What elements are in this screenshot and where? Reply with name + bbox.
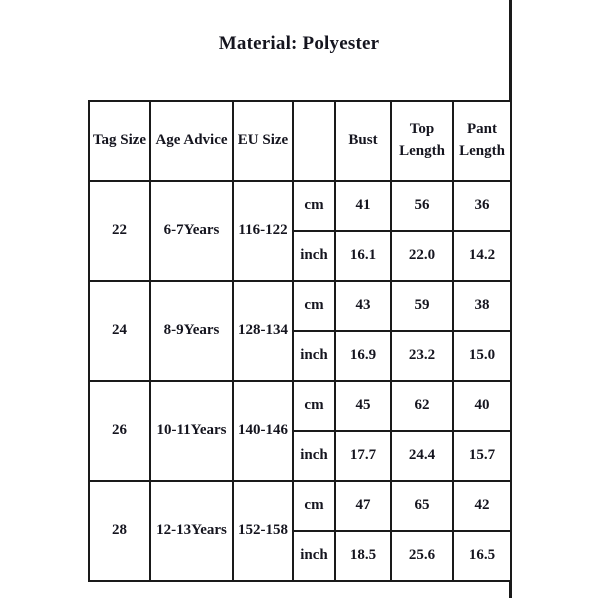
pant-length-inch-cell: 15.0 (453, 331, 511, 381)
pant-length-cm-cell: 42 (453, 481, 511, 531)
material-title: Material: Polyester (218, 33, 380, 54)
eu-size-cell: 116-122 (233, 181, 293, 281)
unit-cell-inch: inch (293, 231, 335, 281)
row-28-cm (89, 481, 511, 531)
bust-inch-cell: 18.5 (335, 531, 391, 581)
size-chart-table (88, 100, 512, 582)
unit-cell-cm: cm (293, 381, 335, 431)
header-age-advice: Age Advice (150, 101, 233, 181)
top-length-cm-cell: 56 (391, 181, 453, 231)
bust-cm-cell: 43 (335, 281, 391, 331)
row-22-cm (89, 181, 511, 231)
header-tag-size: Tag Size (89, 101, 150, 181)
age-advice-cell: 6-7Years (150, 181, 233, 281)
bust-inch-cell: 17.7 (335, 431, 391, 481)
unit-cell-inch: inch (293, 431, 335, 481)
tag-size-cell: 26 (89, 381, 150, 481)
pant-length-inch-cell: 14.2 (453, 231, 511, 281)
unit-cell-cm: cm (293, 181, 335, 231)
top-length-cm-cell: 65 (391, 481, 453, 531)
pant-length-inch-cell: 15.7 (453, 431, 511, 481)
tag-size-cell: 28 (89, 481, 150, 581)
eu-size-cell: 128-134 (233, 281, 293, 381)
age-advice-cell: 10-11Years (150, 381, 233, 481)
tag-size-cell: 22 (89, 181, 150, 281)
pant-length-cm-cell: 40 (453, 381, 511, 431)
header-top-length: Top Length (391, 101, 453, 181)
header-eu-size: EU Size (233, 101, 293, 181)
top-length-cm-cell: 59 (391, 281, 453, 331)
row-26-cm (89, 381, 511, 431)
top-length-cm-cell: 62 (391, 381, 453, 431)
row-24-cm (89, 281, 511, 331)
unit-cell-inch: inch (293, 331, 335, 381)
pant-length-cm-cell: 36 (453, 181, 511, 231)
header-bust: Bust (335, 101, 391, 181)
top-length-inch-cell: 23.2 (391, 331, 453, 381)
header-row (89, 101, 511, 181)
top-length-inch-cell: 24.4 (391, 431, 453, 481)
eu-size-cell: 152-158 (233, 481, 293, 581)
bust-cm-cell: 47 (335, 481, 391, 531)
unit-cell-inch: inch (293, 531, 335, 581)
header-unit (293, 101, 335, 181)
bust-cm-cell: 45 (335, 381, 391, 431)
bust-inch-cell: 16.9 (335, 331, 391, 381)
top-length-inch-cell: 25.6 (391, 531, 453, 581)
top-length-inch-cell: 22.0 (391, 231, 453, 281)
bust-inch-cell: 16.1 (335, 231, 391, 281)
eu-size-cell: 140-146 (233, 381, 293, 481)
unit-cell-cm: cm (293, 481, 335, 531)
unit-cell-cm: cm (293, 281, 335, 331)
age-advice-cell: 12-13Years (150, 481, 233, 581)
tag-size-cell: 24 (89, 281, 150, 381)
pant-length-cm-cell: 38 (453, 281, 511, 331)
header-pant-length: Pant Length (453, 101, 511, 181)
pant-length-inch-cell: 16.5 (453, 531, 511, 581)
bust-cm-cell: 41 (335, 181, 391, 231)
age-advice-cell: 8-9Years (150, 281, 233, 381)
